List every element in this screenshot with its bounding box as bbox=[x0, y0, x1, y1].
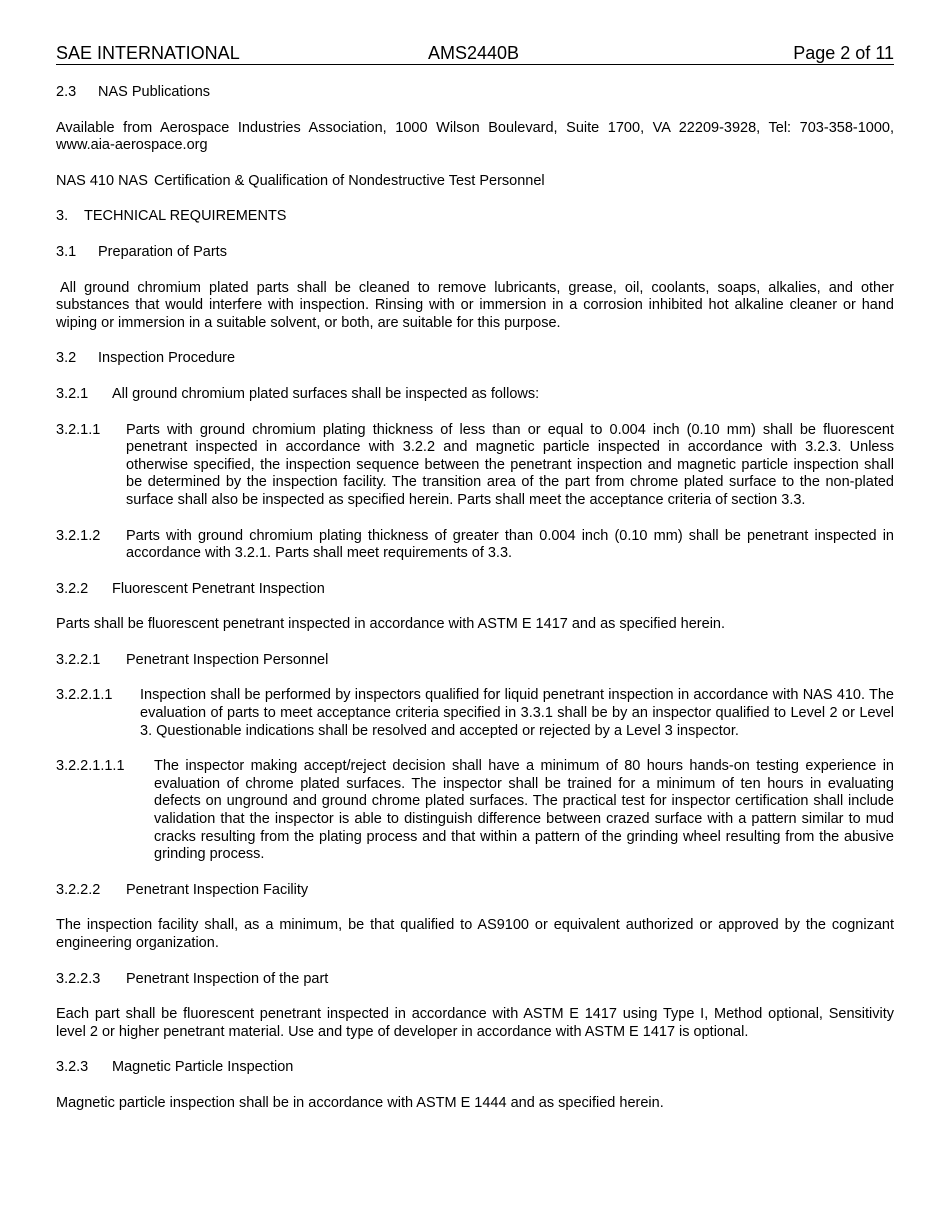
item-text: Parts with ground chromium plating thickness of greater than 0.004 inch (0.10 mm) shall be penetrant inspected in accordance with 3.2.1. Parts shall meet requirements of 3.3. bbox=[126, 527, 894, 562]
section-number: 2.3 bbox=[56, 84, 77, 100]
section-number: 3.2.1 bbox=[56, 385, 89, 402]
heading-3-1 bbox=[56, 244, 894, 262]
section-title: NAS Publications bbox=[98, 84, 211, 100]
section-number: 3.2.2.2 bbox=[56, 881, 101, 898]
item-3-2-1-1 bbox=[56, 422, 894, 510]
reference-nas-410 bbox=[56, 173, 894, 191]
document-body bbox=[56, 84, 894, 1131]
item-number: 3.2.2.1.1.1 bbox=[56, 758, 125, 775]
section-title: Penetrant Inspection of the part bbox=[126, 970, 329, 987]
reference-code: NAS 410 NAS bbox=[56, 172, 148, 189]
section-title: Preparation of Parts bbox=[98, 243, 227, 260]
item-number: 3.2.2.1.1 bbox=[56, 687, 113, 704]
heading-3-2-2-2 bbox=[56, 882, 894, 900]
item-text: The inspector making accept/reject decision shall have a minimum of 80 hours hands-on testing experience in evaluation of chrome plated surfaces. The inspector shall be trained for a minimum of ten hours in evaluating defects on unground and ground chrome plated surfaces. The practical test for inspector certification shall include validation that the inspector is able to distinguish difference between crazed surface with a pattern similar to mud cracks resulting from the plating process and that within a pattern of the grinding wheel resulting from the abusive grinding process. bbox=[154, 758, 894, 863]
heading-3-2-2-3 bbox=[56, 971, 894, 989]
paragraph-2-3: Available from Aerospace Industries Association, 1000 Wilson Boulevard, Suite 1700, VA 22209-3928, Tel: 703-358-1000, www.aia-aerospace.org bbox=[56, 119, 894, 154]
section-number: 3.2 bbox=[56, 350, 77, 367]
section-number: 3.1 bbox=[56, 243, 77, 260]
section-number: 3.2.2 bbox=[56, 580, 89, 597]
section-title: Magnetic Particle Inspection bbox=[112, 1059, 294, 1076]
paragraph-3-2-2-3: Each part shall be fluorescent penetrant inspected in accordance with ASTM E 1417 using Type I, Method optional, Sensitivity level 2 or higher penetrant material. Use and type of developer in accordance with ASTM E 1417 is optional. bbox=[56, 1006, 894, 1040]
heading-3 bbox=[56, 208, 894, 226]
item-text: Parts with ground chromium plating thickness of less than or equal to 0.004 inch (0.10 mm) shall be fluorescent penetrant inspected in accordance with 3.2.2 and magnetic particle inspected in accordance with 3.2.3. Unless otherwise specified, the inspection sequence between the penetrant inspection and magnetic particle inspection shall be determined by the inspection facility. The transition area of the part from chrome plated surface to the non-plated surface shall also be inspected as specified herein. Parts shall meet the acceptance criteria of section 3.3. bbox=[126, 421, 894, 508]
section-number: 3. bbox=[56, 208, 69, 225]
heading-3-2 bbox=[56, 350, 894, 368]
section-number: 3.2.2.1 bbox=[56, 651, 101, 668]
header-doc-number: AMS2440B bbox=[428, 43, 520, 63]
section-title: All ground chromium plated surfaces shall be inspected as follows: bbox=[112, 385, 540, 402]
item-3-2-2-1-1-1 bbox=[56, 758, 894, 864]
paragraph-3-2-2-2: The inspection facility shall, as a minimum, be that qualified to AS9100 or equivalent authorized or approved by the cognizant engineering organization. bbox=[56, 917, 894, 951]
heading-3-2-2-1 bbox=[56, 652, 894, 670]
item-number: 3.2.1.1 bbox=[56, 421, 101, 438]
item-3-2-2-1-1 bbox=[56, 687, 894, 740]
header-org: SAE INTERNATIONAL bbox=[56, 43, 240, 63]
paragraph-3-2-3: Magnetic particle inspection shall be in accordance with ASTM E 1444 and as specified herein. bbox=[56, 1094, 664, 1111]
item-3-2-1-2 bbox=[56, 528, 894, 563]
paragraph-3-2-2: Parts shall be fluorescent penetrant inspected in accordance with ASTM E 1417 and as specified herein. bbox=[56, 616, 726, 633]
heading-3-2-2 bbox=[56, 581, 894, 599]
heading-2-3 bbox=[56, 84, 894, 102]
section-number: 3.2.3 bbox=[56, 1059, 89, 1076]
section-title: TECHNICAL REQUIREMENTS bbox=[84, 208, 287, 225]
section-title: Fluorescent Penetrant Inspection bbox=[112, 580, 325, 597]
heading-3-2-3 bbox=[56, 1059, 894, 1077]
reference-title: Certification & Qualification of Nondestructive Test Personnel bbox=[154, 172, 545, 189]
section-title: Penetrant Inspection Personnel bbox=[126, 651, 329, 668]
section-number: 3.2.2.3 bbox=[56, 970, 101, 987]
heading-3-2-1 bbox=[56, 386, 894, 404]
section-title: Inspection Procedure bbox=[98, 350, 236, 367]
item-number: 3.2.1.2 bbox=[56, 527, 101, 544]
header-page-number: Page 2 of 11 bbox=[793, 43, 894, 63]
page-header bbox=[56, 42, 894, 65]
paragraph-3-1: All ground chromium plated parts shall be cleaned to remove lubricants, grease, oil, coolants, soaps, alkalies, and other substances that would interfere with inspection. Rinsing with or immersion in a corrosion inhibited hot alkaline cleaner or hand wiping or immersion in a suitable solvent, or both, are suitable for this purpose. bbox=[56, 279, 894, 331]
section-title: Penetrant Inspection Facility bbox=[126, 881, 309, 898]
item-text: Inspection shall be performed by inspectors qualified for liquid penetrant inspection in accordance with NAS 410. The evaluation of parts to meet acceptance criteria specified in 3.3.1 shall be by an inspector qualified to Level 2 or Level 3. Questionable indications shall be resolved and accepted or rejected by a Level 3 inspector. bbox=[140, 687, 894, 739]
